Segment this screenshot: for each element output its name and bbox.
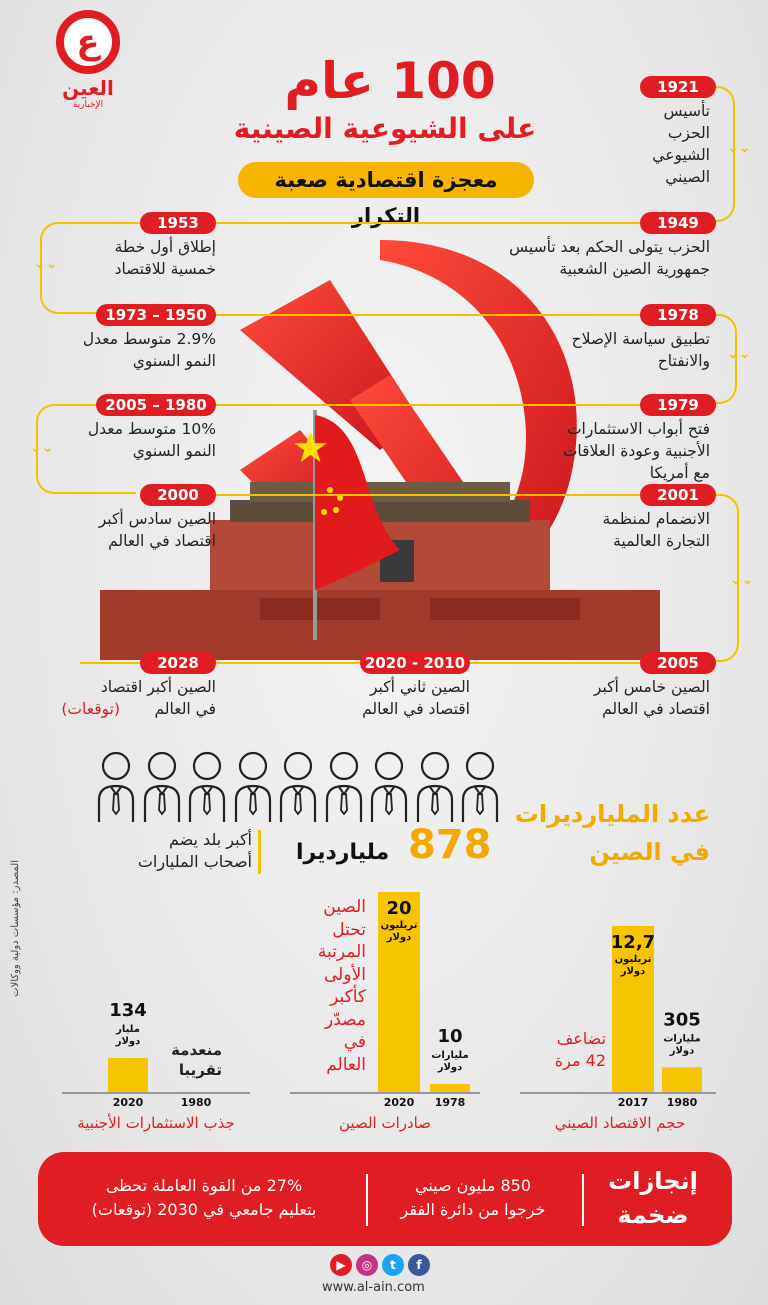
person-icon xyxy=(415,748,455,824)
brand-logo[interactable] xyxy=(48,10,128,110)
tagline: معجزة اقتصادية صعبة التكرار xyxy=(238,162,534,198)
banner-divider xyxy=(582,1174,584,1226)
title-sub: على الشيوعية الصينية xyxy=(233,112,537,145)
bar-value-label: 134 xyxy=(109,1000,147,1021)
timeline-year: 2005 xyxy=(640,652,716,674)
achievements-banner xyxy=(38,1152,732,1246)
timeline-event: تأسيس الحزب الشيوعي الصيني xyxy=(652,102,710,186)
axis-year-label: 2020 xyxy=(383,1096,415,1109)
timeline-year: 1978 xyxy=(640,304,716,326)
timeline-year: 2005 – 1980 xyxy=(96,394,216,416)
chevron-down-icon: ⌄⌄ xyxy=(727,346,751,362)
bar-unit-label: دولار xyxy=(437,1062,463,1073)
exports-note: الصين تحتل المرتبة الأولى كأكبر مصدّر في العالم xyxy=(317,897,366,1075)
site-url[interactable]: www.al-ain.com xyxy=(322,1280,425,1295)
billionaires-heading: عدد المليارديرات xyxy=(514,800,710,828)
person-icon xyxy=(460,748,500,824)
timeline-year: 1949 xyxy=(640,212,716,234)
timeline-year: 2020 - 2010 xyxy=(360,652,470,674)
axis-year-label: 1980 xyxy=(666,1096,698,1109)
person-icon xyxy=(278,748,318,824)
timeline-event: الصين خامس أكبر اقتصاد في العالم xyxy=(593,678,710,718)
timeline-event: الحزب يتولى الحكم بعد تأسيس جمهورية الصين الشعبية xyxy=(509,238,710,278)
timeline-connector xyxy=(215,222,640,224)
charts-area xyxy=(0,880,768,1110)
timeline-year: 1921 xyxy=(640,76,716,98)
timeline-event: الانضمام لمنظمة التجارة العالمية xyxy=(602,510,710,550)
timeline-year: 2001 xyxy=(640,484,716,506)
timeline-event: 2.9% متوسط معدل النمو السنوي xyxy=(82,330,216,370)
person-icon xyxy=(96,748,136,824)
bar-unit-label: دولار xyxy=(115,1036,141,1047)
chevron-down-icon: ⌄⌄ xyxy=(34,256,58,272)
exports-caption: صادرات الصين xyxy=(339,1114,431,1132)
bar-value-label: 12,7 xyxy=(610,932,656,953)
person-icon xyxy=(369,748,409,824)
timeline-connector xyxy=(215,314,640,316)
bar-unit-label: تريليون xyxy=(614,954,652,965)
timeline-event: إطلاق أول خطة خمسية للاقتصاد xyxy=(114,238,216,278)
timeline-event: تطبيق سياسة الإصلاح والانفتاح xyxy=(571,330,710,370)
bar-unit-label: مليار xyxy=(116,1024,140,1035)
economy-note: تضاعف 42 مرة xyxy=(554,1029,606,1070)
chart-baseline xyxy=(62,1092,250,1094)
billionaires-note: أكبر بلد يضم xyxy=(168,830,252,849)
fdi-empty-label: منعدمة تقريبا xyxy=(171,1041,222,1079)
timeline-event: 10% متوسط معدل النمو السنوي xyxy=(87,420,216,460)
logo-name: العين xyxy=(62,76,114,100)
chevron-down-icon: ⌄⌄ xyxy=(730,572,754,588)
timeline-year: 1979 xyxy=(640,394,716,416)
billionaires-heading-2: في الصين xyxy=(589,838,710,866)
person-icon xyxy=(233,748,273,824)
timeline-event: فتح أبواب الاستثمارات الأجنبية وعودة العلاقات مع أمريكا xyxy=(562,420,710,482)
axis-year-label: 1980 xyxy=(180,1096,212,1109)
billionaires-unit: مليارديرا xyxy=(296,840,390,865)
bar-unit-label: تريليون xyxy=(380,920,418,931)
youtube-icon[interactable]: ▶ xyxy=(330,1254,352,1276)
person-icon xyxy=(324,748,364,824)
bar xyxy=(108,1058,148,1092)
twitter-icon[interactable]: t xyxy=(382,1254,404,1276)
bar-unit-label: دولار xyxy=(620,966,646,977)
logo-sub: الإخبارية xyxy=(72,100,104,110)
facebook-icon[interactable]: f xyxy=(408,1254,430,1276)
bar xyxy=(430,1084,470,1092)
bar-value-label: 305 xyxy=(663,1009,701,1031)
fdi-caption: جذب الاستثمارات الأجنبية xyxy=(77,1114,235,1132)
people-row xyxy=(96,748,500,824)
chart-baseline xyxy=(520,1092,716,1094)
axis-year-label: 2020 xyxy=(112,1096,144,1109)
achievement-item: 850 مليون صيني خرجوا من دائرة الفقر xyxy=(400,1176,546,1219)
person-icon xyxy=(142,748,182,824)
timeline-forecast-note: (توقعات) xyxy=(61,700,120,718)
bar-unit-label: مليارات xyxy=(663,1033,701,1045)
logo-mark: ع xyxy=(56,10,120,74)
timeline-year: 1953 xyxy=(140,212,216,234)
billionaires-count: 878 xyxy=(408,822,492,868)
timeline-year: 2028 xyxy=(140,652,216,674)
timeline-event: الصين سادس أكبر اقتصاد في العالم xyxy=(98,510,216,550)
bar-unit-label: دولار xyxy=(386,932,412,943)
bar-value-label: 20 xyxy=(386,898,412,919)
achievements-title: إنجازات ضخمة xyxy=(608,1167,698,1229)
chevron-down-icon: ⌄⌄ xyxy=(30,440,54,456)
achievement-item: 27% من القوة العاملة تحظى بتعليم جامعي في 2030 (توقعات) xyxy=(91,1176,317,1219)
banner-divider xyxy=(366,1174,368,1226)
timeline-event: الصين أكبر اقتصاد في العالم xyxy=(100,678,216,718)
axis-year-label: 2017 xyxy=(617,1096,649,1109)
billionaires-note-2: أصحاب المليارات xyxy=(137,852,252,871)
economy-caption: حجم الاقتصاد الصيني xyxy=(554,1114,686,1132)
person-icon xyxy=(187,748,227,824)
timeline-connector xyxy=(215,494,640,496)
divider xyxy=(258,830,261,874)
chevron-down-icon: ⌄⌄ xyxy=(727,140,751,156)
timeline-event: الصين ثاني أكبر اقتصاد في العالم xyxy=(362,678,470,718)
axis-year-label: 1978 xyxy=(434,1096,466,1109)
bar xyxy=(662,1067,702,1092)
chart-baseline xyxy=(290,1092,480,1094)
timeline-year: 1973 – 1950 xyxy=(96,304,216,326)
timeline-connector xyxy=(215,404,640,406)
source-note: المصدر: مؤسسات دولية ووكالات xyxy=(10,860,21,997)
instagram-icon[interactable]: ◎ xyxy=(356,1254,378,1276)
bar-unit-label: دولار xyxy=(669,1045,695,1057)
bar-value-label: 10 xyxy=(437,1026,463,1047)
bar-unit-label: مليارات xyxy=(431,1050,469,1061)
title-main: 100 عام xyxy=(284,52,496,110)
timeline-year: 2000 xyxy=(140,484,216,506)
